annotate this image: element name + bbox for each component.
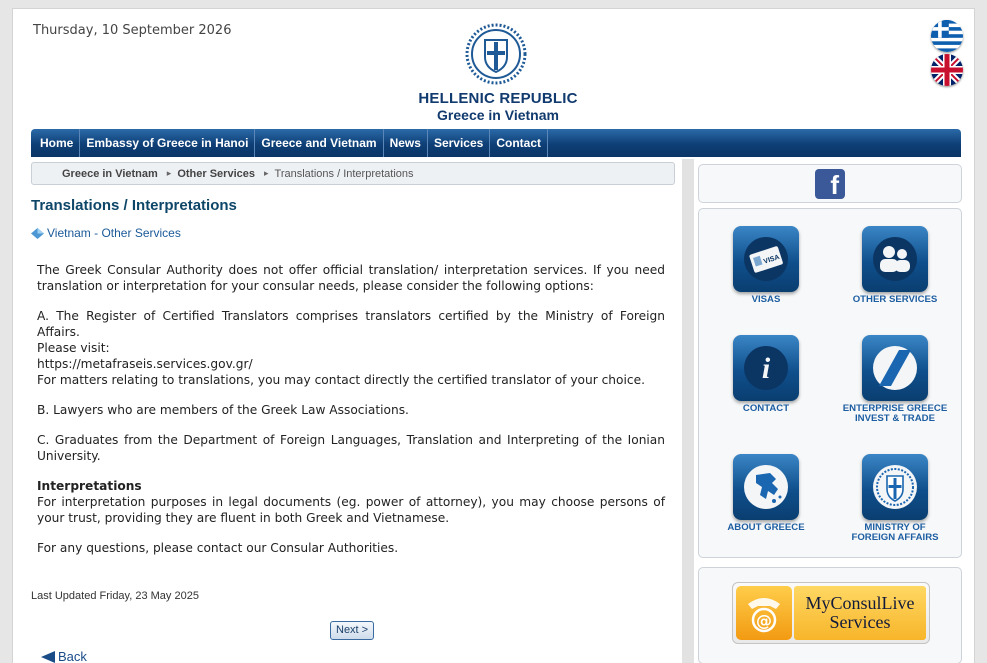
myconsullive-banner[interactable] [732, 582, 930, 644]
article-body [37, 262, 665, 570]
current-date: Thursday, 10 September 2026 [33, 23, 232, 38]
option-a-text: A. The Register of Certified Translators comprises translators certified by the Ministry of Foreign Affairs. [37, 309, 665, 339]
service-other-services[interactable] [830, 226, 960, 305]
interpretations-paragraph [37, 478, 665, 526]
enterprise-greece-icon [862, 335, 928, 401]
service-label: ABOUT GREECE [727, 522, 805, 533]
info-icon [733, 335, 799, 401]
intro-paragraph: The Greek Consular Authority does not offer official translation/ interpretation services. If you need translation or interpretation for your consular needs, please consider the following options: [37, 263, 665, 293]
myconsullive-line1: MyConsulLive [805, 593, 915, 613]
section-link-label: Vietnam - Other Services [47, 226, 181, 240]
main-navigation [31, 129, 961, 157]
facebook-icon[interactable]: f [815, 169, 845, 199]
option-a-contact-text: For matters relating to translations, you may contact directly the certified translator of your choice. [37, 373, 645, 387]
greek-flag-icon[interactable] [931, 20, 963, 52]
site-name: Greece in Vietnam [437, 107, 559, 123]
service-ministry-foreign-affairs[interactable] [830, 454, 960, 543]
coat-of-arms-logo [465, 23, 527, 85]
section-link[interactable] [31, 226, 181, 240]
diamond-bullet-icon [31, 228, 44, 239]
greece-map-icon [733, 454, 799, 520]
nav-home[interactable]: Home [31, 129, 80, 157]
option-b-paragraph: B. Lawyers who are members of the Greek Law Associations. [37, 403, 409, 417]
breadcrumb [31, 162, 675, 185]
column-divider [682, 159, 694, 663]
page-title: Translations / Interpretations [31, 197, 237, 214]
myconsullive-line2: Services [829, 612, 891, 632]
service-about-greece[interactable] [701, 454, 831, 533]
breadcrumb-current: Translations / Interpretations [274, 167, 414, 180]
visit-label: Please visit: [37, 341, 110, 355]
breadcrumb-separator-icon: ▸ [263, 168, 269, 178]
back-link[interactable] [41, 649, 87, 663]
back-arrow-icon [41, 651, 55, 663]
interpretations-text: For interpretation purposes in legal documents (eg. power of attorney), you may choose persons of your trust, providing they are fluent in both Greek and Vietnamese. [37, 495, 665, 525]
service-visas[interactable] [701, 226, 831, 305]
myconsullive-text [794, 586, 926, 640]
consul-live-box [698, 567, 962, 663]
nav-greece-and-vietnam[interactable]: Greece and Vietnam [255, 129, 383, 157]
interpretations-heading: Interpretations [37, 479, 142, 493]
nav-embassy[interactable]: Embassy of Greece in Hanoi [80, 129, 255, 157]
service-label: MINISTRY OF FOREIGN AFFAIRS [851, 522, 939, 543]
page-container [12, 8, 975, 663]
visa-card-icon [733, 226, 799, 292]
service-label: ENTERPRISE GREECE INVEST & TRADE [842, 403, 948, 424]
next-button[interactable]: Next > [330, 621, 374, 640]
ministry-emblem-icon [862, 454, 928, 520]
phone-at-icon [736, 586, 792, 640]
republic-title: HELLENIC REPUBLIC [418, 90, 578, 107]
uk-flag-icon[interactable] [931, 54, 963, 86]
svg-text:i: i [761, 352, 771, 385]
service-label: CONTACT [742, 403, 790, 414]
last-updated: Last Updated Friday, 23 May 2025 [31, 590, 199, 602]
option-a-paragraph [37, 308, 665, 388]
svg-text:@: @ [756, 611, 772, 630]
option-c-paragraph: C. Graduates from the Department of Foreign Languages, Translation and Interpreting of the Ionian University. [37, 433, 665, 463]
nav-services[interactable]: Services [428, 129, 490, 157]
breadcrumb-separator-icon: ▸ [166, 168, 172, 178]
closing-paragraph: For any questions, please contact our Consular Authorities. [37, 541, 399, 555]
people-icon [862, 226, 928, 292]
services-box [698, 208, 962, 558]
service-label: VISAS [751, 294, 781, 305]
nav-contact[interactable]: Contact [490, 129, 548, 157]
nav-news[interactable]: News [384, 129, 428, 157]
breadcrumb-other-services[interactable]: Other Services [177, 167, 255, 180]
back-label: Back [58, 649, 87, 663]
service-enterprise-greece[interactable] [830, 335, 960, 424]
service-contact[interactable] [701, 335, 831, 414]
social-box [698, 164, 962, 203]
translators-register-link[interactable]: https://metafraseis.services.gov.gr/ [37, 357, 253, 371]
svg-text:VISA: VISA [762, 253, 781, 266]
breadcrumb-greece-in-vietnam[interactable]: Greece in Vietnam [62, 167, 158, 180]
service-label: OTHER SERVICES [852, 294, 938, 305]
